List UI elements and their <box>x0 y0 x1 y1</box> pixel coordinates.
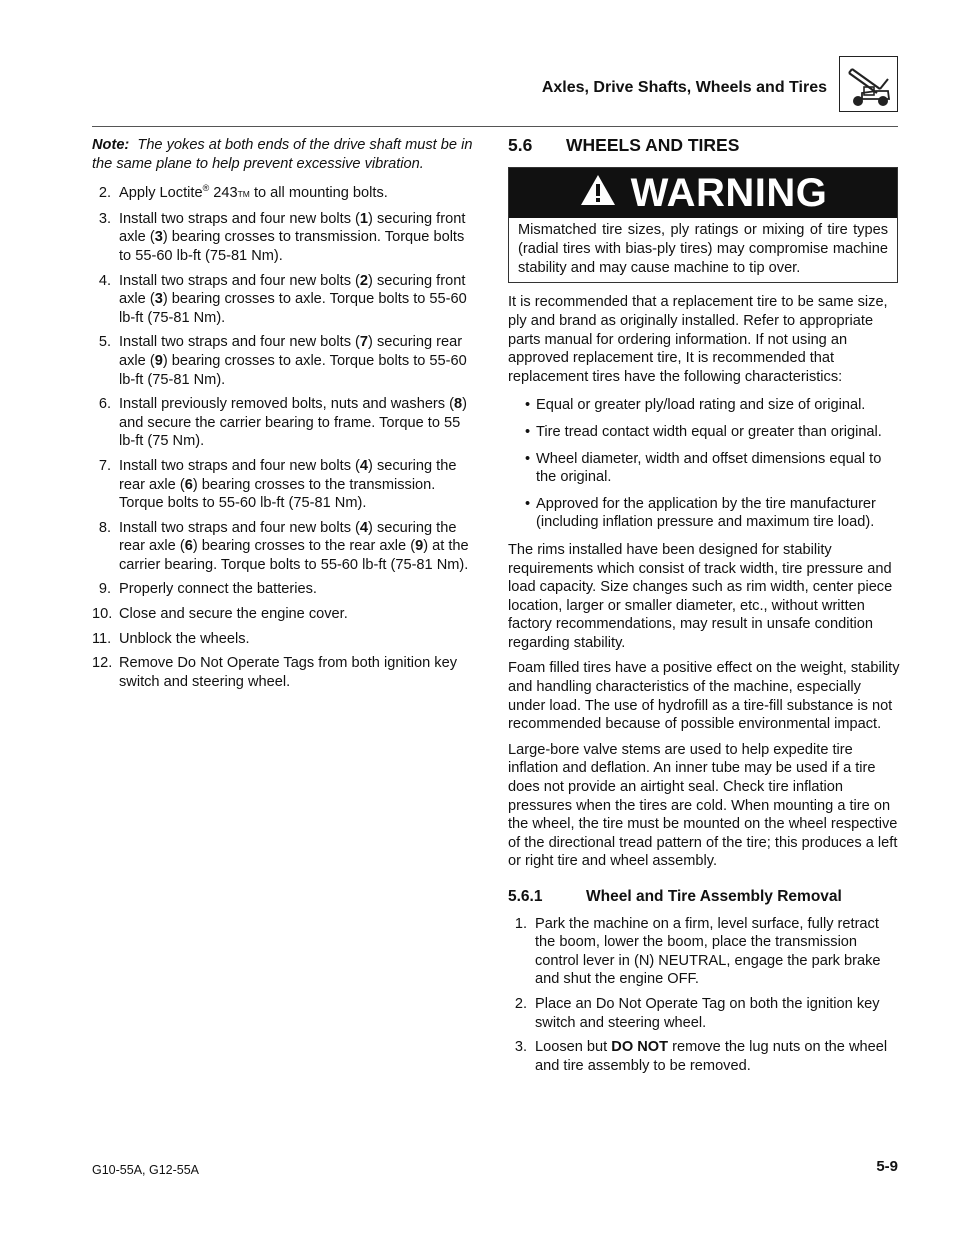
bullet-text: Wheel diameter, width and offset dimensions equal to the original. <box>536 450 882 486</box>
step-text: Install two straps and four new bolts ( <box>119 519 360 536</box>
step-text: Remove Do Not Operate Tags from both ignition key switch and steering wheel. <box>119 655 457 690</box>
paragraph-valve-stems: Large-bore valve stems are used to help expedite tire inflation and deflation. An inner tube may be used if a tire does not provide an airtight seal. Check tire inflation pressures when the tires are cold. When mounting a tire on the wheel, the tire must be mounted on the wheel respective of the directional tread pattern of the tire; this produces a left or right tire and wheel assembly. <box>508 741 898 870</box>
header-divider <box>92 126 898 127</box>
step-text: 4 <box>359 519 369 536</box>
step-number: 6. <box>98 396 111 413</box>
step-number: 3. <box>98 210 111 227</box>
step-number: 2. <box>98 185 111 202</box>
section-title: WHEELS AND TIRES <box>566 135 740 155</box>
bullet-item <box>508 450 900 487</box>
removal-steps-list <box>508 915 900 1076</box>
step-text: Install previously removed bolts, nuts and washers ( <box>119 396 455 413</box>
step-text: Close and secure the engine cover. <box>119 606 348 623</box>
paragraph-rims: The rims installed have been designed for stability requirements which consist of track width, tire pressure and load capacity. Size changes such as rim width, center piece location, larger or smaller diameter, etc., without written factory recommendations, may result in unsafe condition regarding stability. <box>508 541 893 651</box>
step-text: remove the lug nuts on the wheel and tire assembly to be removed. <box>535 1039 888 1074</box>
step-text: ) securing front axle ( <box>119 272 466 308</box>
paragraph-replacement-tires: It is recommended that a replacement tire to be same size, ply and brand as originally installed. Refer to appropriate parts manual for ordering information. If not using an approved replacement tire, It is recommended that replacement tires have the following characteristics: <box>508 294 888 385</box>
step-text: 9 <box>154 352 163 369</box>
bullet-item <box>508 396 900 415</box>
installation-step <box>92 272 480 328</box>
step-text: ) bearing crosses to axle. Torque bolts to 55-60 lb-ft (75-81 Nm). <box>119 352 467 388</box>
step-text: ) securing the rear axle ( <box>119 519 457 555</box>
bullet-item <box>508 495 900 532</box>
installation-step <box>92 654 480 691</box>
warning-header <box>509 168 897 218</box>
page-number: 5-9 <box>876 1158 898 1175</box>
warning-box <box>508 167 898 283</box>
right-column <box>508 136 900 1081</box>
step-text: ) securing front axle ( <box>119 210 466 246</box>
step-text: ) securing the rear axle ( <box>119 457 457 493</box>
step-text: Properly connect the batteries. <box>119 581 317 598</box>
step-text: ) at the carrier bearing. Torque bolts to 55-60 lb-ft (75-81 Nm). <box>119 538 469 573</box>
step-text: Install two straps and four new bolts ( <box>119 334 360 351</box>
step-text: 3 <box>154 229 163 246</box>
step-text: 6 <box>184 538 193 555</box>
step-number: 3. <box>514 1039 527 1056</box>
note-label: Note: <box>92 137 130 153</box>
step-text: 7 <box>359 334 369 351</box>
subsection-title: Wheel and Tire Assembly Removal <box>586 888 842 906</box>
bullet-text: Equal or greater ply/load rating and size of original. <box>536 397 866 414</box>
step-number: 4. <box>98 272 111 289</box>
removal-step <box>508 1038 900 1075</box>
subsection-number: 5.6.1 <box>508 888 543 906</box>
tire-characteristics-list <box>508 396 900 532</box>
step-text: Apply Loctite <box>119 185 203 202</box>
bullet-icon: • <box>525 397 531 414</box>
subsection-heading <box>508 888 900 907</box>
installation-step <box>92 630 480 649</box>
step-number: 1. <box>514 915 527 932</box>
section-number: 5.6 <box>508 135 533 155</box>
installation-step <box>92 210 480 266</box>
bullet-icon: • <box>525 423 531 440</box>
step-text: ® <box>202 183 210 194</box>
step-text: Place an Do Not Operate Tag on both the ignition key switch and steering wheel. <box>535 995 880 1031</box>
step-text: 9 <box>415 538 424 555</box>
installation-step <box>92 333 480 389</box>
step-number: 7. <box>98 457 111 474</box>
warning-text: Mismatched tire sizes, ply ratings or mixing of tire types (radial tires with bias-ply tires) may compromise machine stability and may cause machine to tip over. <box>518 222 888 276</box>
warning-word: WARNING <box>630 170 828 215</box>
step-text: ) securing rear axle ( <box>119 334 463 369</box>
step-text: ) bearing crosses to the transmission. Torque bolts to 55-60 lb-ft (75-81 Nm). <box>119 476 436 512</box>
step-text: Install two straps and four new bolts ( <box>119 457 360 474</box>
step-number: 10. <box>92 606 113 623</box>
step-text: ) bearing crosses to axle. Torque bolts to 55-60 lb-ft (75-81 Nm). <box>119 291 467 326</box>
step-text: 3 <box>154 291 163 308</box>
step-number: 5. <box>98 334 111 351</box>
note-text: The yokes at both ends of the drive shaft must be in the same plane to help prevent excessive vibration. <box>92 137 473 172</box>
left-column <box>92 136 480 697</box>
step-text: to all mounting bolts. <box>249 185 388 202</box>
installation-step <box>92 457 480 513</box>
step-text: DO NOT <box>611 1039 669 1056</box>
footer-models: G10-55A, G12-55A <box>92 1163 200 1177</box>
telehandler-machine-icon <box>839 56 898 112</box>
section-heading <box>508 136 900 156</box>
step-text: Install two straps and four new bolts ( <box>119 272 360 289</box>
step-text: 6 <box>184 476 193 493</box>
step-text: ) bearing crosses to the rear axle ( <box>192 538 416 555</box>
installation-steps-list <box>92 184 480 691</box>
step-text: 4 <box>359 457 369 474</box>
installation-step <box>92 580 480 599</box>
step-text: TM <box>237 189 250 200</box>
step-text: ) and secure the carrier bearing to frame. Torque to 55 lb-ft (75 Nm). <box>119 396 468 450</box>
step-number: 2. <box>514 995 527 1012</box>
step-text: 2 <box>359 272 369 289</box>
installation-step <box>92 605 480 624</box>
bullet-text: Tire tread contact width equal or greater than original. <box>536 423 882 440</box>
step-number: 12. <box>92 655 113 672</box>
step-text: 1 <box>359 210 369 227</box>
installation-step <box>92 395 480 451</box>
warning-triangle-icon <box>579 173 617 213</box>
removal-step <box>508 995 900 1032</box>
bullet-text: Approved for the application by the tire manufacturer (including inflation pressure and maximum tire load). <box>536 495 876 531</box>
step-text: Unblock the wheels. <box>119 630 250 647</box>
step-text: Park the machine on a firm, level surface, fully retract the boom, lower the boom, place the transmission control lever in (N) NEUTRAL, engage the park brake and shut the engine OFF. <box>535 915 881 988</box>
bullet-icon: • <box>525 495 531 512</box>
paragraph-foam-filled: Foam filled tires have a positive effect on the weight, stability and handling characteristics of the machine, especially under load. The use of hydrofill as a tire-fill substance is not recommended because of possible environmental impact. <box>508 660 900 733</box>
step-text: 8 <box>454 396 463 413</box>
step-number: 11. <box>92 630 112 647</box>
note <box>92 136 480 173</box>
installation-step <box>92 519 480 575</box>
removal-step <box>508 915 900 989</box>
step-text: ) bearing crosses to transmission. Torque bolts to 55-60 lb-ft (75-81 Nm). <box>119 229 465 264</box>
bullet-item <box>508 423 900 442</box>
step-number: 8. <box>98 519 111 536</box>
step-text: 243 <box>209 185 238 202</box>
bullet-icon: • <box>525 450 531 467</box>
step-text: Loosen but <box>535 1039 612 1056</box>
step-text: Install two straps and four new bolts ( <box>119 210 360 227</box>
step-number: 9. <box>98 581 111 598</box>
installation-step <box>92 184 480 204</box>
page-header-title: Axles, Drive Shafts, Wheels and Tires <box>541 79 827 96</box>
